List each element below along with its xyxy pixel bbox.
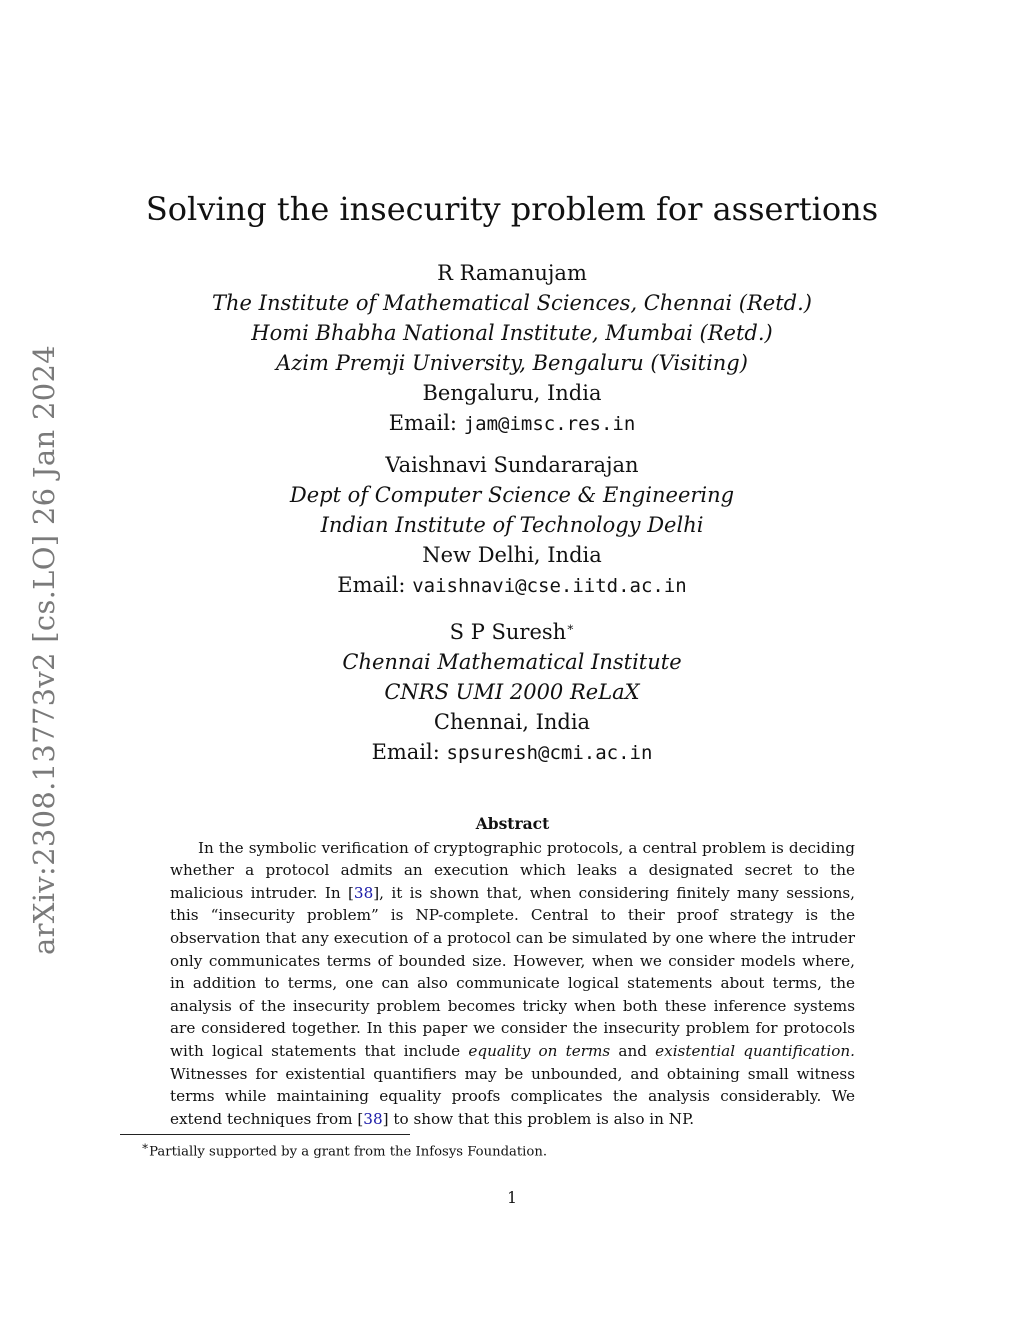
author-email-line	[0, 737, 1024, 768]
author-affiliation: The Institute of Mathematical Sciences, Chennai (Retd.)	[212, 291, 812, 315]
author-block-suresh	[0, 612, 1024, 768]
author-email[interactable]: jam@imsc.res.in	[463, 413, 636, 435]
email-label: Email:	[388, 411, 457, 435]
citation-link[interactable]: 38	[363, 1109, 383, 1128]
abstract-emphasis: existential quantification.	[655, 1041, 855, 1060]
citation-link[interactable]: 38	[353, 883, 374, 902]
author-email[interactable]: vaishnavi@cse.iitd.ac.in	[412, 575, 687, 597]
author-email-line	[0, 570, 1024, 601]
author-block-ramanujam	[0, 258, 1024, 439]
abstract-text: In the symbolic verification of cryptographic protocols, a central problem is deciding whether a protocol admits an execution which leaks a designated secret to the malicious intruder. In [	[170, 838, 855, 902]
author-affiliation: CNRS UMI 2000 ReLaX	[384, 680, 640, 704]
author-affiliation: Homi Bhabha National Institute, Mumbai (Retd.)	[251, 321, 773, 345]
footnote-text: Partially supported by a grant from the Infosys Foundation.	[149, 1144, 548, 1160]
footnote	[141, 1139, 547, 1159]
page-number: 1	[507, 1189, 517, 1207]
author-name-line	[0, 612, 1024, 647]
author-name: S P Suresh	[449, 620, 567, 644]
arxiv-identifier: arXiv:2308.13773v2 [cs.LO] 26 Jan 2024	[27, 345, 61, 955]
author-email-line	[0, 408, 1024, 439]
author-affiliation: Dept of Computer Science & Engineering	[289, 483, 735, 507]
paper-title: Solving the insecurity problem for assertions	[145, 190, 879, 228]
abstract-heading: Abstract	[475, 814, 550, 833]
abstract-emphasis: equality on terms	[468, 1041, 611, 1060]
author-name: Vaishnavi Sundararajan	[385, 453, 639, 477]
author-location: Chennai, India	[433, 710, 591, 734]
footnote-marker[interactable]: ∗	[566, 620, 575, 634]
abstract-text: and	[610, 1041, 656, 1060]
author-affiliation: Azim Premji University, Bengaluru (Visiting)	[276, 351, 748, 375]
abstract-section	[170, 813, 855, 1130]
abstract-text: ], it is shown that, when considering finitely many sessions, this “insecurity problem” is NP-complete. Central to their proof strategy is the observation that any execution of a protocol can be simulated by one where the intruder only communicates terms of bounded size. However, when we consider models where, in addition to terms, one can also communicate logical statements about terms, the analysis of the insecurity problem becomes tricky when both these inference systems are considered together. In this paper we consider the insecurity problem for protocols with logical statements that include	[170, 883, 855, 1060]
abstract-text: ] to show that this problem is also in NP.	[382, 1109, 695, 1128]
author-affiliation: Chennai Mathematical Institute	[342, 650, 682, 674]
author-name: R Ramanujam	[437, 261, 587, 285]
abstract-body	[170, 837, 855, 1131]
author-location: Bengaluru, India	[422, 381, 602, 405]
footnote-divider	[120, 1134, 410, 1135]
author-location: New Delhi, India	[422, 543, 602, 567]
author-email[interactable]: spsuresh@cmi.ac.in	[446, 742, 653, 764]
abstract-text: Witnesses for existential quantifiers may be unbounded, and obtaining small witness terms while maintaining equality proofs complicates the analysis considerably. We extend techniques from [	[170, 1064, 855, 1128]
email-label: Email:	[337, 573, 406, 597]
footnote-mark: ∗	[141, 1139, 150, 1153]
email-label: Email:	[371, 740, 440, 764]
author-affiliation: Indian Institute of Technology Delhi	[320, 513, 704, 537]
author-block-sundararajan	[0, 450, 1024, 601]
